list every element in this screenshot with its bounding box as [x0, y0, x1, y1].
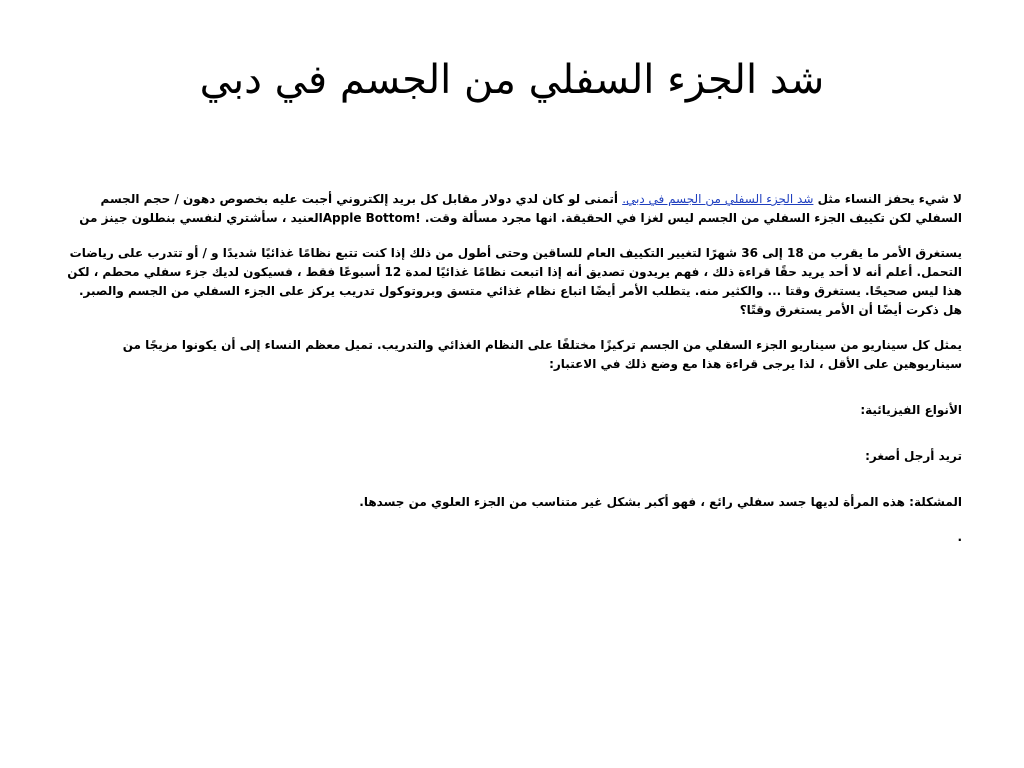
physical-types-heading: الأنواع الفيزيائية: [860, 403, 962, 417]
slide-body [64, 190, 962, 563]
paragraph-intro [64, 190, 962, 228]
slide-title: شد الجزء السفلي من الجسم في دبي [199, 57, 825, 103]
brand-name: Apple Bottom! [322, 211, 421, 225]
problem-statement: المشكلة: هذه المرأة لديها جسد سفلي رائع ، فهو أكبر بشكل غير متناسب من الجزء العلوي من جسدها. [359, 495, 962, 509]
paragraph-scenarios: يمثل كل سيناريو من سيناريو الجزء السفلي من الجسم تركيزًا مختلفًا على النظام الغذائي والتدريب. تميل معظم النساء إلى أن يكونوا مزيجًا من سيناريوهين على الأقل ، لذا يرجى قراءة هذا مع وضع ذلك في الاعتبار: [122, 338, 962, 371]
trailing-dot: . [957, 530, 962, 544]
paragraph-intro-end: العنيد ، سأشتري لنفسي بنطلون جينز من [79, 211, 323, 225]
paragraph-timeline: يستغرق الأمر ما يقرب من 18 إلى 36 شهرًا لتغيير التكييف العام للساقين وحتى أطول من ذلك إذا كنت تتبع نظامًا غذائيًا شديدًا و / أو تتدرب على رياضات التحمل. أعلم أنه لا أحد يريد حقًا قراءة ذلك ، فهم يريدون تصديق أنه إذا اتبعت نظامًا غذائيًا لمدة 12 أسبوعًا فقط ، فسيكون لديك جزء سفلي محطم ، لكن هذا ليس صحيحًا. يستغرق وقتا ... والكثير منه. يتطلب الأمر أيضًا اتباع نظام غذائي متسق وبروتوكول تدريب يركز على الجزء السفلي من الجسم والصبر. هل ذكرت أيضًا أن الأمر يستغرق وقتًا؟ [67, 246, 962, 317]
smaller-legs-heading: تريد أرجل أصغر: [865, 449, 962, 463]
lower-body-dubai-link[interactable]: شد الجزء السفلي من الجسم في دبي. [622, 192, 814, 206]
paragraph-intro-body: أتمنى لو كان لدي دولار مقابل كل بريد إلكتروني أجبت عليه بخصوص دهون / حجم الجسم السفلي لكن تكييف الجزء السفلي من الجسم ليس لغزا في الحقيقة. انها مجرد مسألة وقت. [100, 192, 962, 225]
paragraph-intro-lead: لا شيء يحفز النساء مثل [813, 192, 962, 206]
